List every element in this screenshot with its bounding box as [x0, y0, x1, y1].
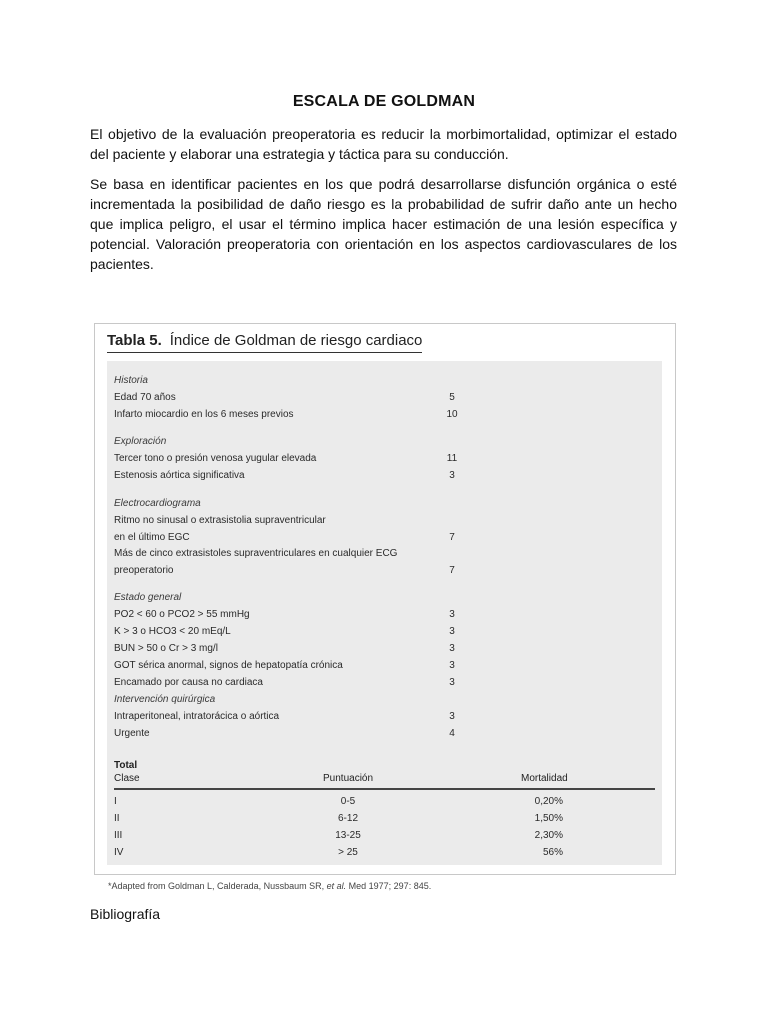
- table-section-heading: Historia: [114, 375, 148, 386]
- table-criterion: K > 3 o HCO3 < 20 mEq/L: [114, 626, 231, 637]
- class-cell: I: [114, 796, 117, 807]
- table-criterion: Urgente: [114, 728, 150, 739]
- table-criterion-points: 3: [449, 609, 455, 620]
- table-criterion-points: 10: [446, 409, 458, 420]
- table-criterion-points: 3: [449, 626, 455, 637]
- table-criterion-points: 11: [446, 453, 458, 464]
- mortality-cell: 0,20%: [534, 796, 563, 807]
- header-puntuacion: Puntuación: [323, 773, 374, 784]
- footnote-prefix: *Adapted from Goldman L, Calderada, Nussbaum SR,: [108, 881, 327, 891]
- score-range-cell: 0-5: [340, 796, 356, 807]
- table-criterion-points: 3: [449, 470, 455, 481]
- footnote-italic: et al.: [326, 881, 347, 891]
- table-criterion: Estenosis aórtica significativa: [114, 470, 245, 481]
- table-section-heading: Exploración: [114, 436, 167, 447]
- table-criterion: Más de cinco extrasistoles supraventriculares en cualquier ECG: [114, 548, 398, 559]
- table-criterion-points: 7: [449, 565, 455, 576]
- table-criterion: BUN > 50 o Cr > 3 mg/l: [114, 643, 218, 654]
- table-criterion: GOT sérica anormal, signos de hepatopatía crónica: [114, 660, 343, 671]
- table-criterion: Intraperitoneal, intratorácica o aórtica: [114, 711, 280, 722]
- header-rule: [114, 788, 655, 790]
- table-criterion-points: 3: [449, 677, 455, 688]
- goldman-table-figure: [94, 323, 676, 875]
- table-criterion-points: 4: [449, 728, 455, 739]
- table-criterion-points: 5: [449, 392, 455, 403]
- document-title: ESCALA DE GOLDMAN: [292, 93, 476, 110]
- mortality-cell: 56%: [542, 847, 563, 858]
- paragraph-description: Se basa en identificar pacientes en los que podrá desarrollarse disfunción orgánica o esté incrementada la posibilidad de daño riesgo es la probabilidad de sufrir daño ante un hecho que implica peligro, el usar el término implica hacer estimación de una lesión específica y potencial. Valoración preoperatoria con orientación en los aspectos cardiovasculares de los pacientes.: [90, 176, 677, 272]
- mortality-cell: 2,30%: [534, 830, 563, 841]
- table-section-heading: Intervención quirúrgica: [114, 694, 216, 705]
- score-range-cell: 6-12: [337, 813, 358, 824]
- class-cell: IV: [114, 847, 124, 858]
- table-caption: [107, 332, 422, 353]
- table-section-heading: Estado general: [114, 592, 182, 603]
- class-cell: II: [114, 813, 120, 824]
- table-criterion: Infarto miocardio en los 6 meses previos: [114, 409, 294, 420]
- footnote-suffix: Med 1977; 297: 845.: [346, 881, 432, 891]
- class-cell: III: [114, 830, 123, 841]
- table-criterion: en el último EGC: [114, 532, 190, 543]
- score-range-cell: 13-25: [335, 830, 361, 841]
- table-criterion-points: 3: [449, 660, 455, 671]
- table-footnote: [108, 881, 431, 891]
- table-criterion: preoperatorio: [114, 565, 174, 576]
- table-criterion: Encamado por causa no cardiaca: [114, 677, 263, 688]
- table-criterion-points: 3: [449, 711, 455, 722]
- score-range-cell: > 25: [338, 847, 358, 858]
- header-mortalidad: Mortalidad: [521, 773, 568, 784]
- total-label: Total: [114, 760, 138, 771]
- table-criterion-points: 3: [449, 643, 455, 654]
- bibliography-heading: Bibliografía: [90, 906, 161, 922]
- table-label: Tabla 5.: [107, 332, 162, 349]
- table-body: [107, 361, 662, 865]
- table-caption-text: Índice de Goldman de riesgo cardiaco: [169, 332, 423, 349]
- table-criterion: Ritmo no sinusal o extrasistolia supraventricular: [114, 515, 326, 526]
- table-section-heading: Electrocardiograma: [114, 498, 201, 509]
- paragraph-objective: El objetivo de la evaluación preoperatoria es reducir la morbimortalidad, optimizar el estado del paciente y elaborar una estrategia y táctica para su conducción.: [90, 126, 677, 162]
- header-clase: Clase: [114, 773, 140, 784]
- table-criterion: Tercer tono o presión venosa yugular elevada: [114, 453, 317, 464]
- table-criterion-points: 7: [449, 532, 455, 543]
- table-criterion: Edad 70 años: [114, 392, 176, 403]
- mortality-cell: 1,50%: [534, 813, 563, 824]
- table-criterion: PO2 < 60 o PCO2 > 55 mmHg: [114, 609, 250, 620]
